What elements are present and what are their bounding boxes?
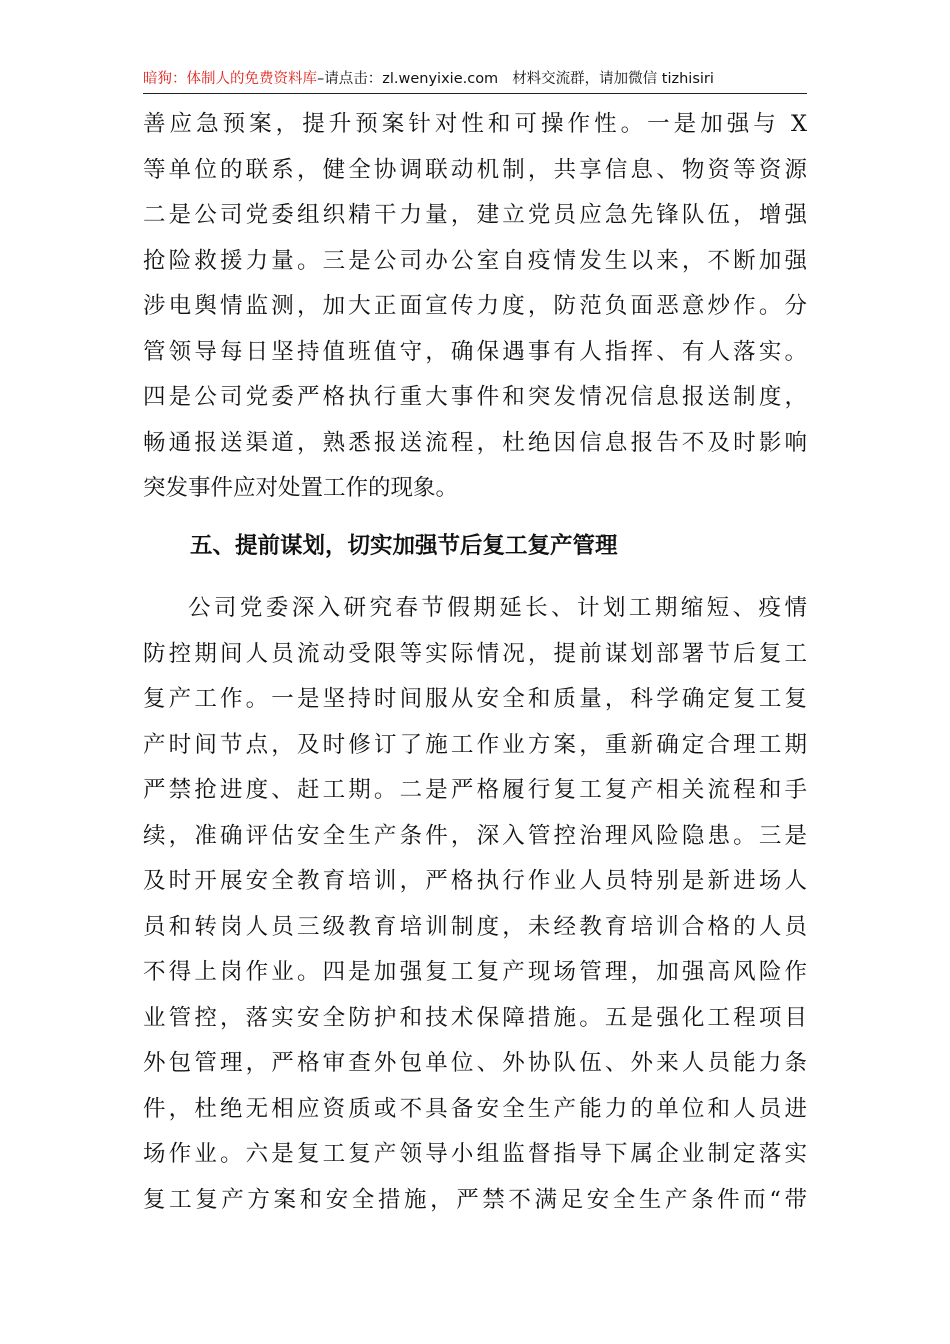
header-group-text: 材料交流群，请加微信 tizhisiri bbox=[512, 71, 714, 87]
paragraph-1 bbox=[143, 102, 807, 512]
paragraph-1-line: 四是公司党委严格执行重大事件和突发情况信息报送制度， bbox=[143, 384, 807, 410]
paragraph-2-line: 及时开展安全教育培训，严格执行作业人员特别是新进场人 bbox=[143, 868, 807, 894]
paragraph-1-line: 畅通报送渠道，熟悉报送流程，杜绝因信息报告不及时影响 bbox=[143, 429, 807, 456]
paragraph-2-line: 员和转岗人员三级教育培训制度，未经教育培训合格的人员 bbox=[143, 913, 807, 940]
paragraph-1-line: 管领导每日坚持值班值守，确保遇事有人指挥、有人落实。 bbox=[143, 338, 807, 365]
paragraph-2-line: 防控期间人员流动受限等实际情况，提前谋划部署节后复工 bbox=[143, 640, 807, 667]
paragraph-2-line: 场作业。六是复工复产领导小组监督指导下属企业制定落实 bbox=[143, 1141, 807, 1167]
paragraph-2-line: 产时间节点，及时修订了施工作业方案，重新确定合理工期 bbox=[143, 731, 807, 758]
paragraph-1-line: 突发事件应对处置工作的现象。 bbox=[143, 475, 459, 501]
paragraph-1-line: 涉电舆情监测，加大正面宣传力度，防范负面恶意炒作。分 bbox=[143, 293, 807, 319]
paragraph-2-line: 复工复产方案和安全措施，严禁不满足安全生产条件而“带 bbox=[143, 1186, 807, 1213]
paragraph-2-line: 复产工作。一是坚持时间服从安全和质量，科学确定复工复 bbox=[143, 686, 807, 712]
paragraph-2-line: 外包管理，严格审查外包单位、外协队伍、外来人员能力条 bbox=[143, 1050, 807, 1076]
header-site-name: 暗狗：体制人的免费资料库 bbox=[143, 71, 317, 87]
paragraph-1-line: 抢险救援力量。三是公司办公室自疫情发生以来，不断加强 bbox=[143, 247, 807, 274]
paragraph-2 bbox=[143, 586, 807, 1223]
header-click-prompt: –请点击： bbox=[317, 71, 383, 87]
page-header bbox=[143, 67, 807, 94]
paragraph-2-line: 公司党委深入研究春节假期延长、计划工期缩短、疫情 bbox=[188, 595, 807, 621]
paragraph-2-line: 严禁抢进度、赶工期。二是严格履行复工复产相关流程和手 bbox=[143, 777, 807, 803]
paragraph-2-line: 续，准确评估安全生产条件，深入管控治理风险隐患。三是 bbox=[143, 822, 807, 849]
section-heading: 五、提前谋划，切实加强节后复工复产管理 bbox=[190, 533, 618, 559]
header-url-link[interactable]: zl.wenyixie.com bbox=[382, 71, 499, 87]
paragraph-1-line: 二是公司党委组织精干力量，建立党员应急先锋队伍，增强 bbox=[143, 202, 807, 228]
paragraph-2-line: 不得上岗作业。四是加强复工复产现场管理，加强高风险作 bbox=[143, 959, 807, 985]
paragraph-2-line: 件，杜绝无相应资质或不具备安全生产能力的单位和人员进 bbox=[143, 1095, 807, 1122]
paragraph-1-line: 善应急预案，提升预案针对性和可操作性。一是加强与 X bbox=[143, 111, 807, 137]
paragraph-1-line: 等单位的联系，健全协调联动机制，共享信息、物资等资源 bbox=[143, 156, 807, 183]
paragraph-2-line: 业管控，落实安全防护和技术保障措施。五是强化工程项目 bbox=[143, 1004, 807, 1031]
